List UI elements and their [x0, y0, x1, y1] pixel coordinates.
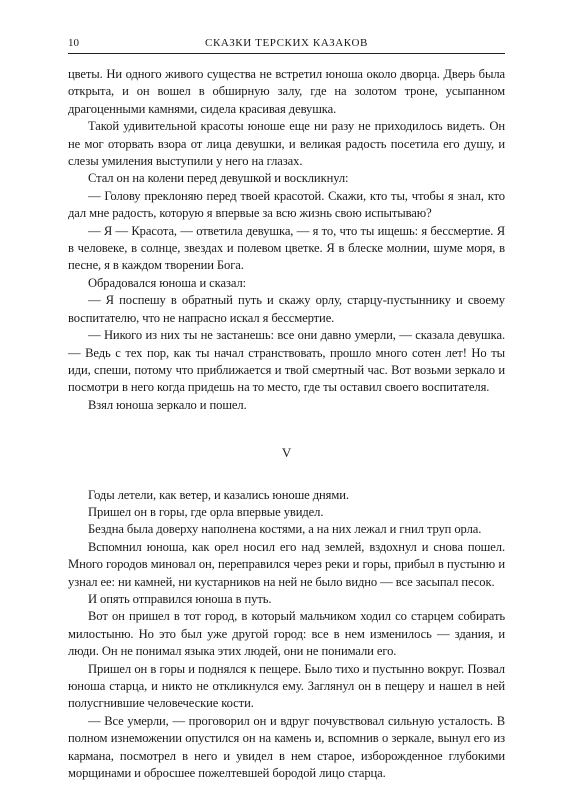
body-text — [68, 66, 505, 782]
paragraph: Годы летели, как ветер, и казались юноше днями. — [88, 487, 349, 502]
paragraph: Пришел он в горы, где орла впервые увидел. — [88, 504, 324, 519]
paragraph: — Я — Красота, — ответила девушка, — я то, что ты ищешь: я бессмертие. Я в человеке, в солнце, звездах и полевом цветке. Я в блеске молнии, шуме моря, в песне, я в каждом творении Бога. — [68, 223, 505, 273]
paragraph: И опять отправился юноша в путь. — [88, 591, 272, 606]
paragraph: Пришел он в горы и поднялся к пещере. Было тихо и пустынно вокруг. Позвал юноша старца, и никто не откликнулся ему. Заглянул он в пещеру и нашел в ней полусгнившие человеческие кости. — [68, 661, 505, 711]
paragraph: Стал он на колени перед девушкой и воскликнул: — [88, 171, 349, 186]
chapter-numeral: V — [281, 445, 292, 461]
running-header — [68, 36, 505, 54]
paragraph: Вспомнил юноша, как орел носил его над землей, вздохнул и снова пошел. Много городов миновал он, переправился через реки и горы, прибыл в пустыню и узнал ее: ни камней, ни кустарников на ней не было видно — все засыпал песок. — [68, 539, 505, 589]
paragraph: Взял юноша зеркало и пошел. — [88, 397, 247, 412]
running-title: СКАЗКИ ТЕРСКИХ КАЗАКОВ — [205, 37, 368, 49]
page-number: 10 — [68, 37, 79, 49]
paragraph: — Я поспешу в обратный путь и скажу орлу, старцу-пустыннику и своему воспитателю, что не напрасно искал я бессмертие. — [68, 293, 505, 325]
paragraph: — Никого из них ты не застанешь: все они давно умерли, — сказала девушка. — Ведь с тех пор, как ты начал странствовать, прошло много сотен лет! Но ты иди, спеши, потому что приближается и твой смертный час. Вот возьми зеркало и посмотри в него когда придешь на то место, где ты оставил своего воспитателя. — [68, 328, 505, 395]
paragraph: Такой удивительной красоты юноше еще ни разу не приходилось видеть. Он не мог оторвать взора от лица девушки, и великая радость посетила его душу, и слезы умиления выступили у него на глазах. — [68, 119, 505, 169]
paragraph: Вот он пришел в тот город, в который мальчиком ходил со старцем собирать милостыню. Но это был уже другой город: все в нем изменилось — здания, и люди. Он не понимал языка этих людей, они не понимали его. — [68, 609, 505, 659]
paragraph: Бездна была доверху наполнена костями, а на них лежал и гнил труп орла. — [88, 522, 482, 537]
paragraph: цветы. Ни одного живого существа не встретил юноша около дворца. Дверь была открыта, и он вошел в обширную залу, где на золотом троне, усыпанном драгоценными камнями, сидела красивая девушка. — [68, 67, 505, 116]
paragraph: — Все умерли, — проговорил он и вдруг почувствовал сильную усталость. В полном изнеможении опустился он на камень и, вспомнив о зеркале, вынул его из кармана, посмотрел в него и увидел в нем старое, изборожденное глубокими морщинами и обросшее пожелтевшей бородой лицо старца. — [68, 713, 505, 781]
paragraph: Обрадовался юноша и сказал: — [88, 275, 247, 290]
paragraph: — Голову преклоняю перед твоей красотой. Скажи, кто ты, чтобы я знал, кто дал мне радость, которую я впервые за всю жизнь свою испытываю? — [68, 188, 505, 221]
